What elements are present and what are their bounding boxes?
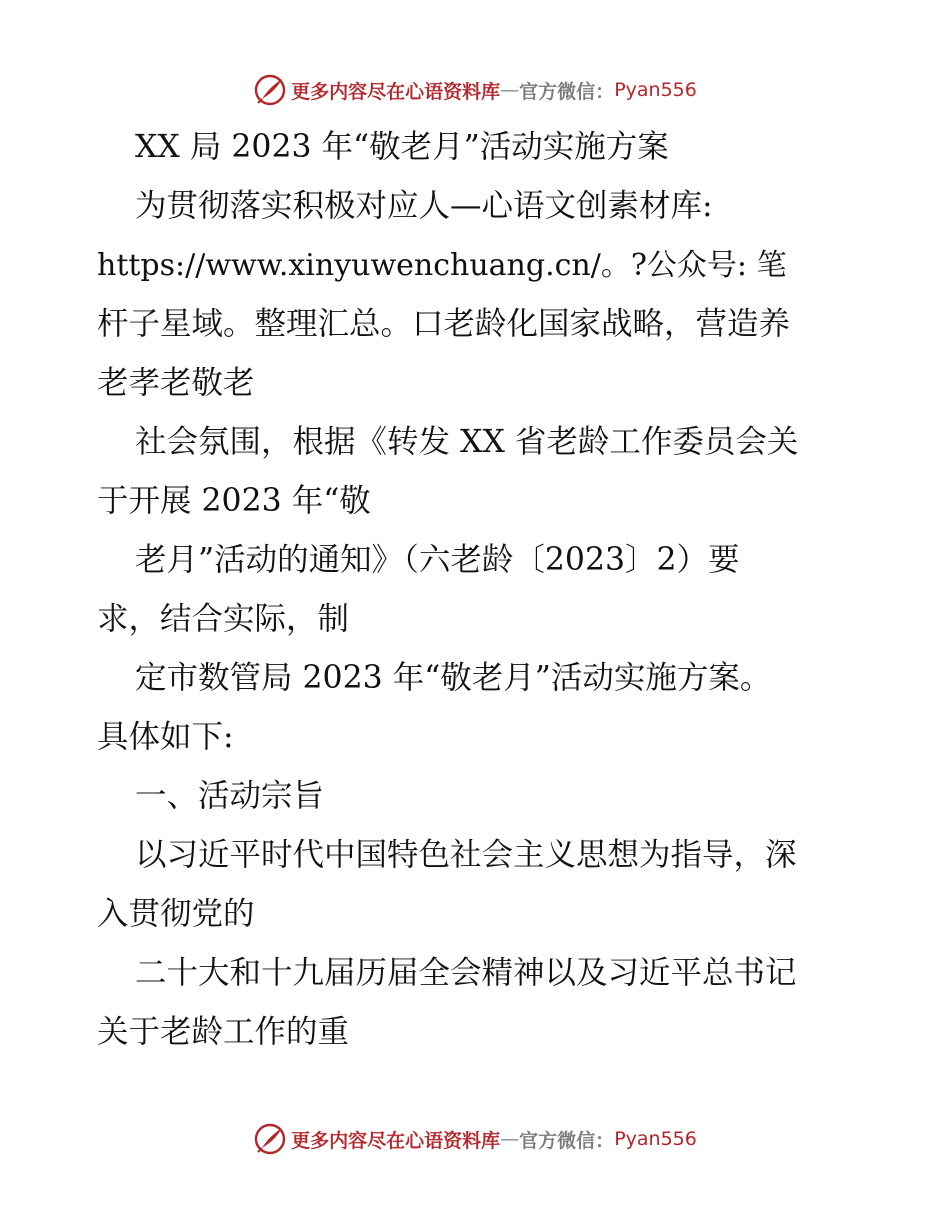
paragraph-line: 入贯彻党的 xyxy=(97,896,255,932)
section-heading: 一、活动宗旨 xyxy=(135,778,325,814)
watermark-main-text: 更多内容尽在心语资料库 xyxy=(291,80,501,103)
paragraph-line: 定市数管局 2023 年“敬老月”活动实施方案。 xyxy=(135,660,772,696)
watermark-account: Pyan556 xyxy=(614,79,697,101)
quill-logo-icon xyxy=(253,73,287,107)
watermark-channel: 官方微信： xyxy=(519,1129,615,1152)
paragraph-line: 求，结合实际，制 xyxy=(97,601,350,637)
document-title: XX 局 2023 年“敬老月”活动实施方案 xyxy=(135,129,669,165)
paragraph-line: 为贯彻落实积极对应人—心语文创素材库: xyxy=(135,188,713,224)
paragraph-line-url: https://www.xinyuwenchuang.cn/。?公众号: 笔 xyxy=(97,248,787,283)
watermark-channel: 官方微信： xyxy=(519,80,615,103)
paragraph-line: 于开展 2023 年“敬 xyxy=(97,483,371,519)
paragraph-line: 杆子星域。整理汇总。口老龄化国家战略，营造养 xyxy=(97,306,791,342)
paragraph-line: 关于老龄工作的重 xyxy=(97,1014,350,1050)
watermark-banner-top xyxy=(0,68,950,112)
paragraph-line: 老孝老敬老 xyxy=(97,365,255,401)
watermark-banner-bottom xyxy=(0,1117,950,1161)
paragraph-line: 二十大和十九届历届全会精神以及习近平总书记 xyxy=(135,955,797,991)
paragraph-line: 社会氛围，根据《转发 XX 省老龄工作委员会关 xyxy=(135,424,799,460)
document-body xyxy=(97,118,857,1062)
paragraph-line: 以习近平时代中国特色社会主义思想为指导，深 xyxy=(135,837,797,873)
watermark-main-text: 更多内容尽在心语资料库 xyxy=(291,1129,501,1152)
watermark-dash: — xyxy=(500,1128,520,1150)
paragraph-line: 具体如下: xyxy=(97,719,234,755)
quill-logo-icon xyxy=(253,1122,287,1156)
paragraph-line: 老月”活动的通知》（六老龄〔2023〕2）要 xyxy=(135,542,740,578)
watermark-account: Pyan556 xyxy=(614,1128,697,1150)
watermark-dash: — xyxy=(500,79,520,101)
